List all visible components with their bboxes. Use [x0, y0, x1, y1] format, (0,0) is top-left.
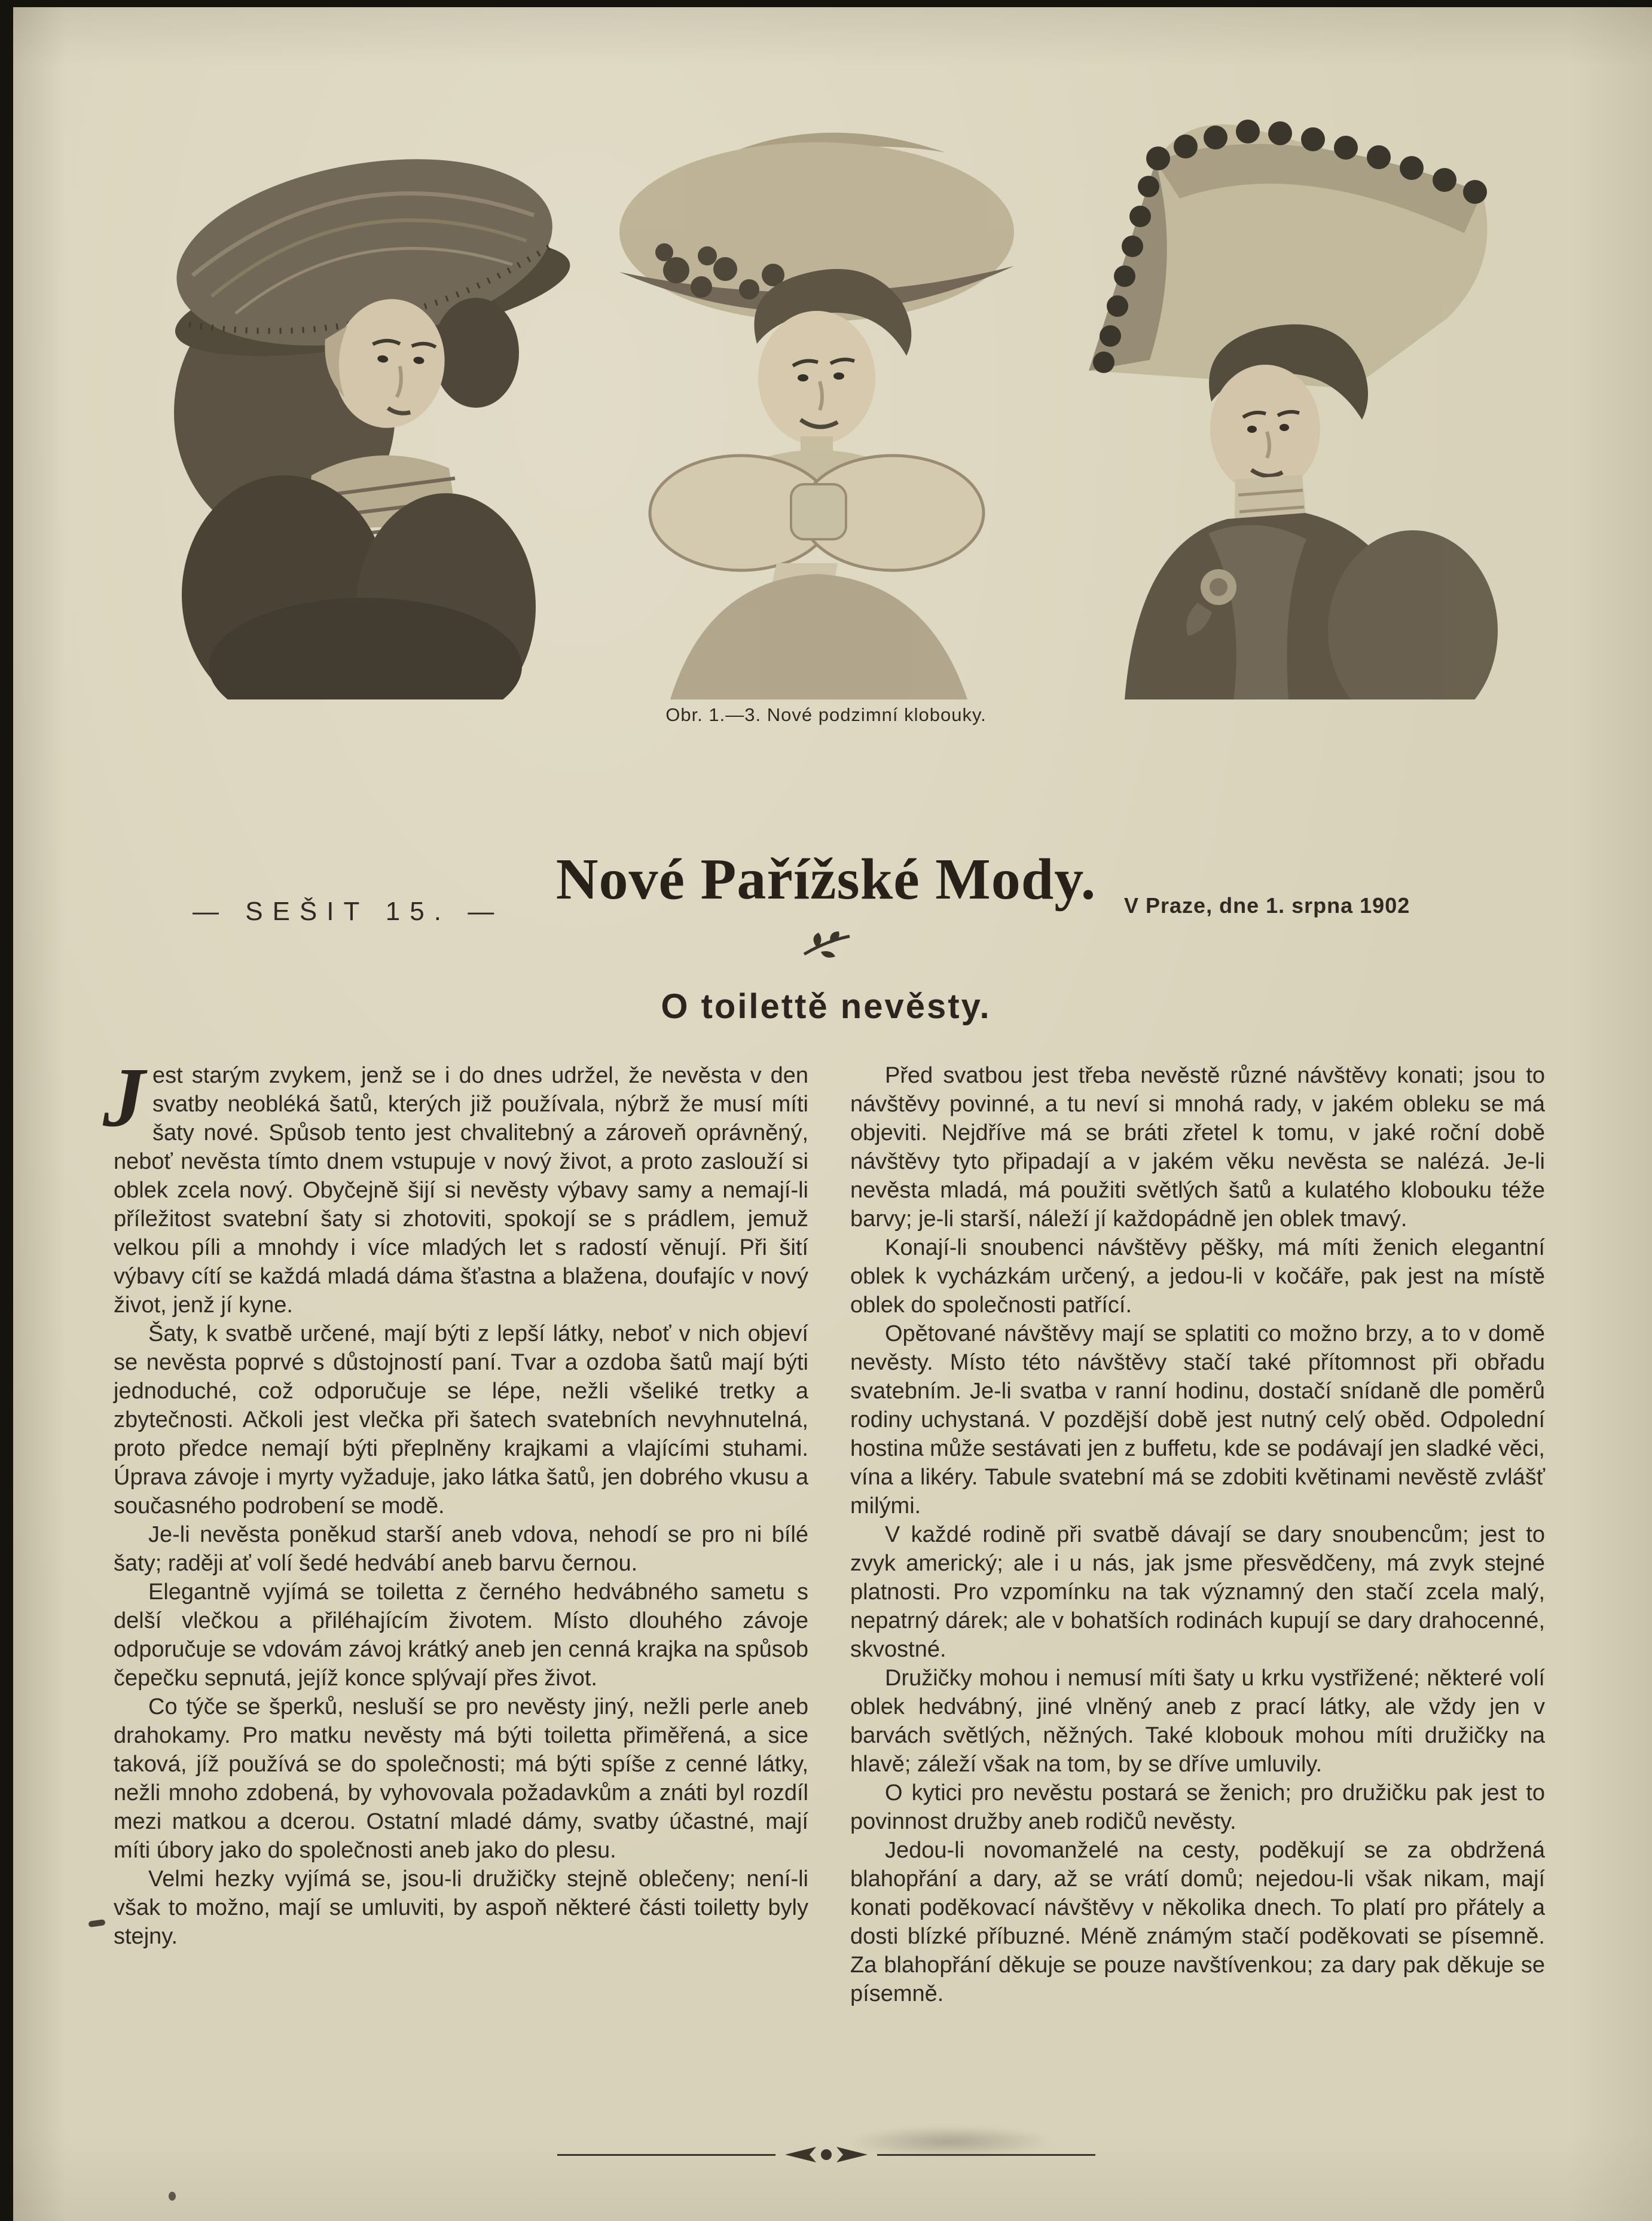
paragraph: Velmi hezky vyjímá se, jsou-li družičky stejně oblečeny; není-li však to možno, mají se umluviti, by aspoň některé části toiletty byly stejny.	[114, 1866, 808, 1949]
article-heading: O toilettě nevěsty.	[661, 987, 991, 1026]
paragraph: Elegantně vyjímá se toiletta z černého hedvábného sametu s delší vlečkou a přiléhajícím životem. Místo dlouhého závoje odporučuje se vdovám závoj krátký aneb jen cenná krajka na spůsob čepečku sepnutá, jejíž konce splývají přes život.	[114, 1580, 808, 1691]
article-body	[103, 1050, 1545, 2008]
paragraph: Před svatbou jest třeba nevěstě různé návštěvy konati; jsou to návštěvy povinné, a tu neví si mnohá rady, v jakém obleku se má objeviti. Nejdříve má se bráti zřetel k tomu, v jaké roční době návštěvy tyto připadají a v jakém věku nevěsta se nalézá. Je-li nevěsta mladá, má použiti světlých šatů a kulatého klobouku téže barvy; je-li starší, náleží jí každopádně jen oblek tmavý.	[850, 1063, 1545, 1232]
paragraph	[103, 1050, 808, 1319]
illustration-three-autumn-hats	[108, 90, 1543, 699]
double-arrow-ornament-icon	[781, 2143, 871, 2167]
paragraph: Konají-li snoubenci návštěvy pěšky, má míti ženich elegantní oblek k vycházkám určený, a jedou-li v kočáře, pak jest na místě oblek do společnosti patřící.	[850, 1235, 1545, 1318]
illustration-caption: Obr. 1.—3. Nové podzimní klobouky.	[665, 704, 987, 725]
masthead-issue-number: — SEŠIT 15. —	[193, 897, 504, 926]
right-column	[850, 1061, 1545, 2008]
figure-right-lady	[1089, 120, 1498, 699]
scan-artifact-dot	[169, 2192, 176, 2201]
left-column	[103, 1050, 808, 2008]
paragraph: Je-li nevěsta poněkud starší aneb vdova, nehodí se pro ni bílé šaty; raději ať volí šedé hedvábí aneb barvu černou.	[114, 1522, 808, 1576]
scan-artifact-dash	[88, 1919, 105, 1927]
paragraph: Opětované návštěvy mají se splatiti co možno brzy, a to v domě nevěsty. Místo této návštěvy stačí také přítomnost při obřadu svatebním. Je-li svatba v ranní hodinu, dostačí snídaně dle poměrů rodiny uchystaná. V pozdější době jest nutný celý oběd. Odpolední hostina může sestávati jen z buffetu, kde se podávají jen sladké věci, vína a likéry. Tabule svatební má se zdobiti květinami nevěstě zvlášť milými.	[850, 1321, 1545, 1519]
figure-left-lady	[152, 130, 578, 699]
divider-line-left	[557, 2154, 775, 2156]
paragraph: Družičky mohou i nemusí míti šaty u krku vystřižené; některé volí oblek hedvábný, jiné vlněný aneb z prací látky, ale vždy jen v barvách světlých, něžných. Také klobouk mohou míti družičky na hlavě; záleží však na tom, by se dříve umluvily.	[850, 1666, 1545, 1777]
divider-line-right	[877, 2154, 1095, 2156]
scan-edge-top	[0, 0, 1652, 7]
paragraph: Co týče se šperků, nesluší se pro nevěsty jiný, nežli perle aneb drahokamy. Pro matku nevěsty má býti toiletta přiměřená, a sice taková, jíž používá se do společnosti; má býti spíše z cenné látky, nežli mnoho zdobená, by vyhovovala požadavkům a znáti byl rozdíl mezi matkou a dcerou. Ostatní mladé dámy, svatby účastné, mají míti úbory jako do společnosti aneb jako do plesu.	[114, 1694, 808, 1863]
hats-engraving-image	[108, 90, 1543, 699]
paragraph: Jedou-li novomanželé na cesty, poděkují se za obdržená blahopřání a dary, až se vrátí domů; nejedou-li však nikam, mají konati poděkovací návštěvy v několika dnech. To platí pro přátely a dosti blízké příbuzné. Méně známým stačí poděkovati se písemně. Za blahopřání děkuje se pouze navštívenkou; za dary pak děkuje se písemně.	[850, 1838, 1545, 2006]
paragraph: V každé rodině při svatbě dávají se dary snoubencům; jest to zvyk americký; ale i u nás, jak jsme přesvědčeny, má zvyk stejné platnosti. Pro vzpomínku na tak významný den stačí zcela malý, nepatrný dárek; ale v bohatších rodinách kupují se dary drahocenné, skvostné.	[850, 1522, 1545, 1662]
leaf-sprig-ornament-icon	[793, 930, 859, 962]
paragraph: O kytici pro nevěstu postará se ženich; pro družičku pak jest to povinnost družby aneb rodičů nevěsty.	[850, 1780, 1545, 1834]
scan-edge-left	[0, 0, 13, 2221]
footer-divider	[557, 2143, 1095, 2167]
paragraph-text: est starým zvykem, jenž se i do dnes udržel, že nevěsta v den svatby neobléká šatů, kterých již používala, nýbrž že musí míti šaty nové. Spůsob tento jest chvalitebný a zároveň oprávněný, neboť nevěsta tímto dnem vstupuje v nový život, a proto zaslouží si oblek zcela nový. Obyčejně šijí si nevěsty výbavy samy a nemají-li příležitost svatební šaty si zhotoviti, spokojí se s prádlem, jemuž velkou píli a mnohdy i více mladých let s radostí věnují. Při šití výbavy cítí se každá mladá dáma šťastna a blažena, doufajíc v nový život, jenž jí kyne.	[114, 1063, 808, 1318]
paragraph: Šaty, k svatbě určené, mají býti z lepší látky, neboť v nich objeví se nevěsta poprvé s důstojností paní. Tvar a ozdoba šatů mají býti jednoduché, což odporučuje se lépe, nežli všeliké tretky a zbytečnosti. Ačkoli jest vlečka při šatech svatebních nevyhnutelná, proto předce nemají býti přeplněny krajkami a vlajícími stuhami. Úprava závoje i myrty vyžaduje, jako látka šatů, jen dobrého vkusu a současného podrobení se modě.	[114, 1321, 808, 1519]
masthead-title: Nové Pařížské Mody.	[555, 847, 1097, 912]
masthead-dateline: V Praze, dne 1. srpna 1902	[1124, 893, 1410, 918]
figure-middle-lady	[619, 133, 1014, 699]
drop-cap-initial: J	[103, 1050, 145, 1144]
